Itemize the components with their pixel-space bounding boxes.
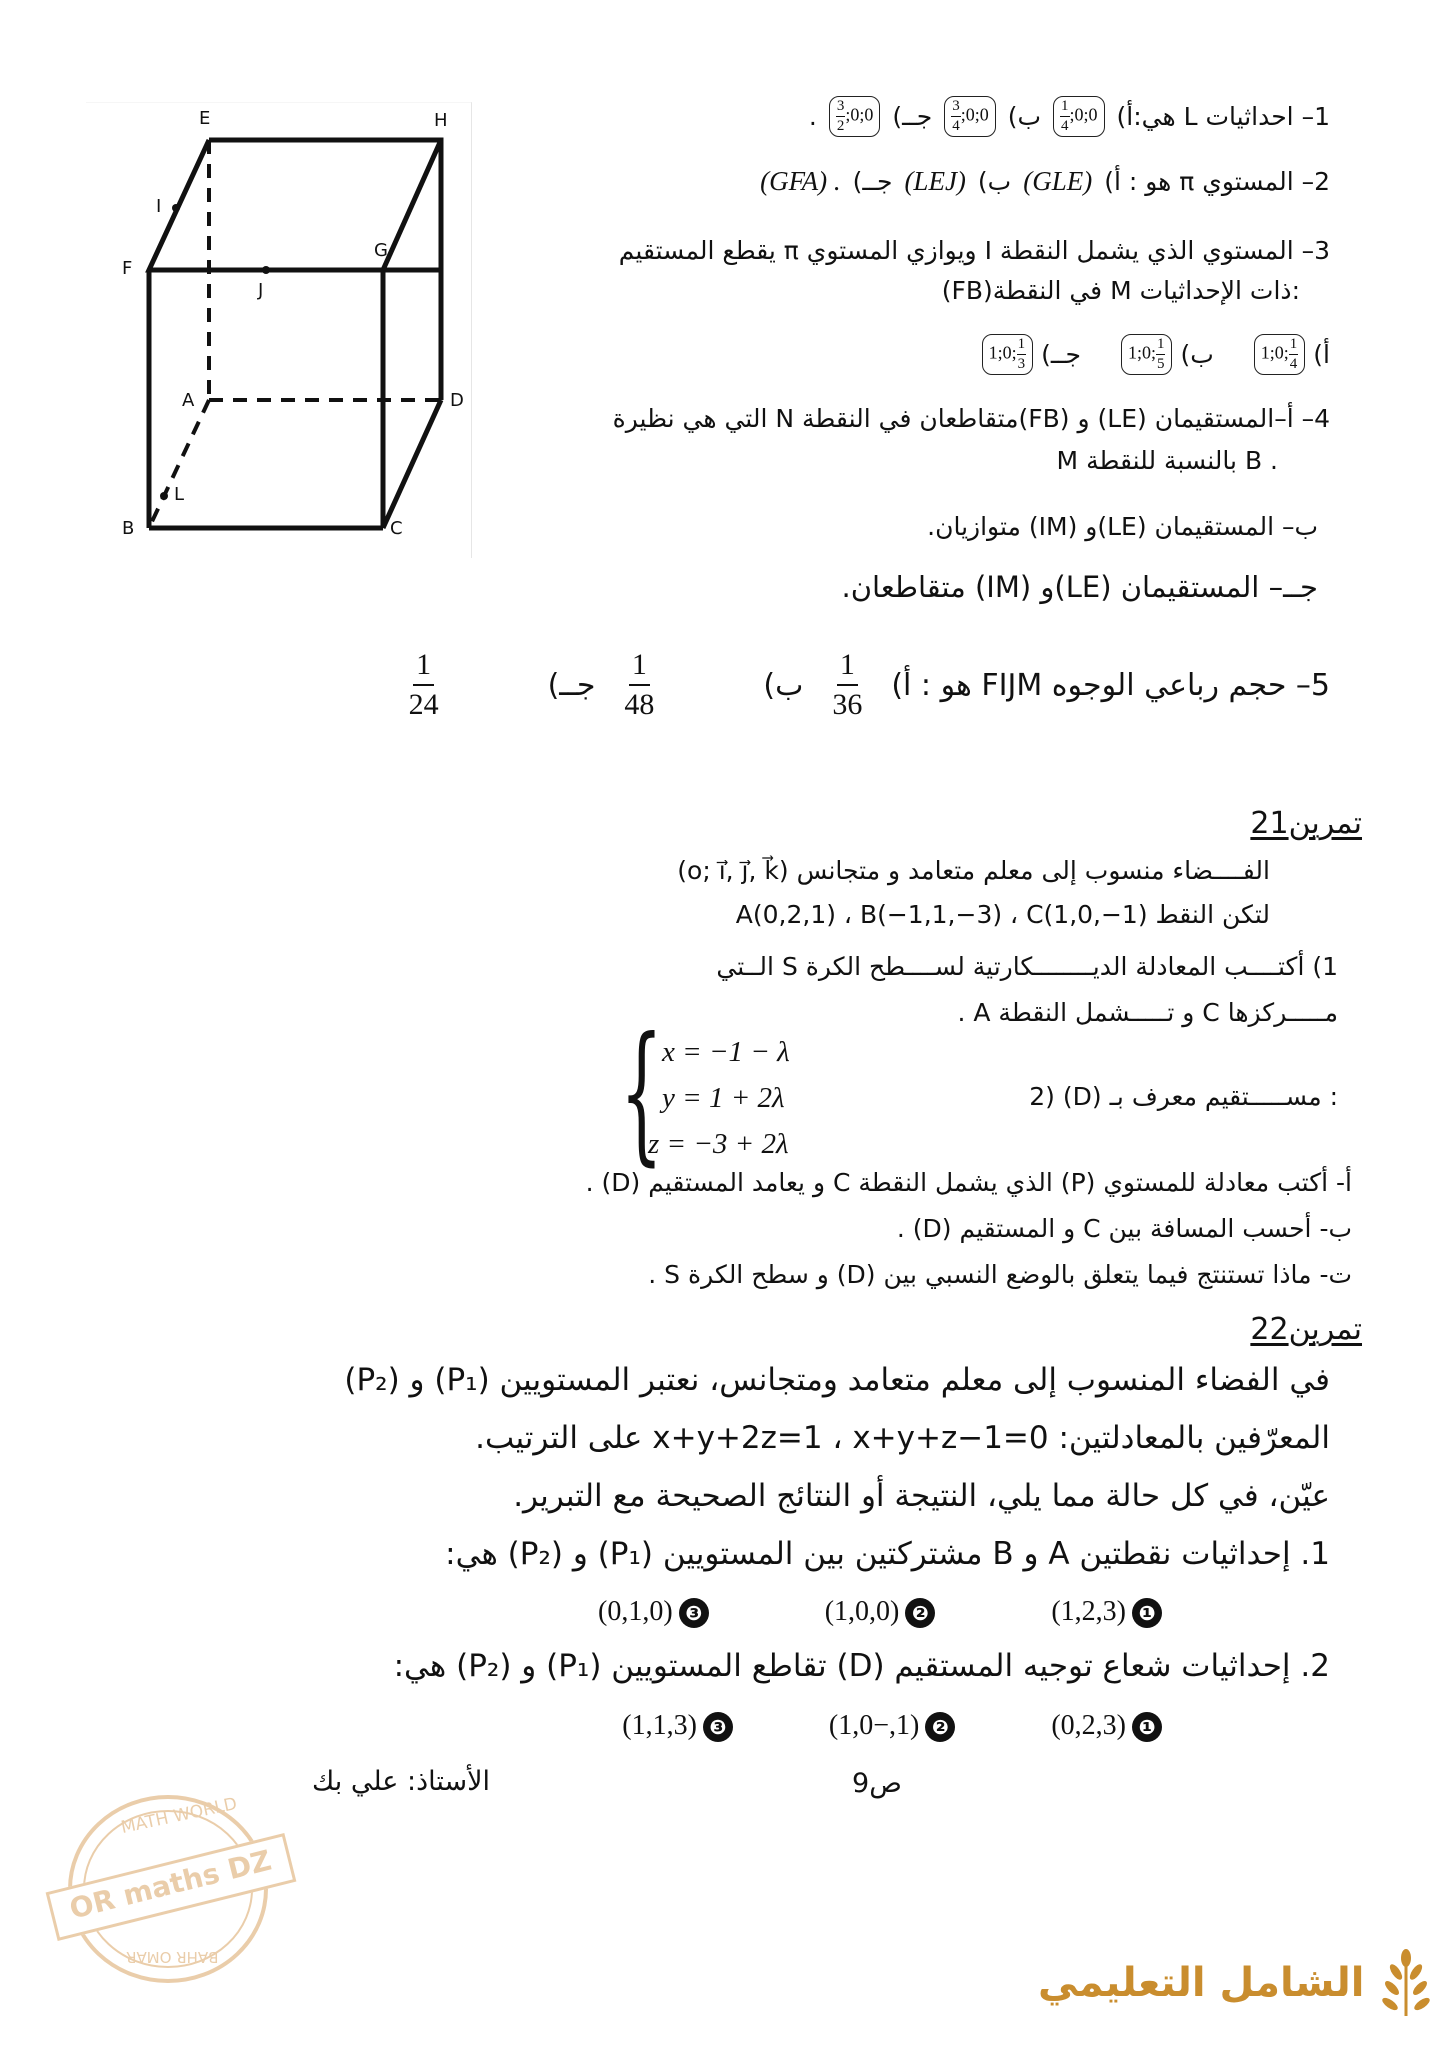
q4-line-1: 4– أ–المستقيمان (LE) و (FB)متقاطعان في النقطة N التي هي نظيرة [612,404,1330,433]
q2-option-c: (GFA) . [760,166,841,196]
q3-label-b: ب) [1180,340,1214,369]
q5-text: 5– حجم رباعي الوجوه FIJM هو : أ) [891,667,1330,703]
ex22-q2-option-2: ❷(1,−1,0) [829,1708,961,1742]
ex22-q2-options [622,1708,1168,1742]
q3-label-c: جــ) [1041,340,1081,369]
ex21-eq-2: y = 1 + 2λ [662,1082,785,1114]
ex22-title: تمرين22 [1250,1312,1362,1347]
q2-label-b: ب) [977,167,1012,196]
ex22-q2-option-3: ❸(1,1,3) [622,1708,739,1742]
q4-option-b: ب– المستقيمان (LE)و (IM) متوازيان. [927,512,1318,541]
q4-option-c: جــ– المستقيمان (LE)و (IM) متقاطعان. [841,570,1318,604]
ex21-line-3: 1) أكتــــب المعادلة الديــــــــكارتية لســــطح الكرة S الــتي [716,952,1338,981]
stamp-middle-text: OR maths DZ [66,1843,275,1926]
ex21-eq-1: x = −1 − λ [662,1036,790,1068]
brand-logo [1038,1948,1438,2018]
q1-text: 1– احداثيات L هي:أ) [1116,102,1330,131]
vertex-label-a: A [182,390,195,411]
q1-label-b: ب) [1007,102,1042,131]
vertex-label-f: F [122,258,133,279]
q3-options [982,334,1330,375]
ex22-q2-option-1: ❶(0,2,3) [1051,1708,1168,1742]
vertex-label-b: B [122,518,135,539]
q3-option-a: 1;0; $\frac{1}{4}$ [1254,334,1306,375]
ex21-part-a: أ- أكتب معادلة للمستوي (P) الذي يشمل النقطة C و يعامد المستقيم (D) . [585,1168,1352,1197]
page-number: ص9 [852,1768,902,1799]
q5-row [406,650,1330,720]
ex22-q1-option-2: ❷(1,0,0) [825,1594,942,1628]
q5-label-b: ب) [763,667,804,703]
brand-name: الشامل التعليمي [1038,1960,1365,2006]
ex21-system [620,1006,860,1180]
q5-label-c: جــ) [547,667,596,703]
ex22-question-2: 2. إحداثيات شعاع توجيه المستقيم (D) تقاطع المستويين (P₁) و (P₂) هي: [393,1648,1330,1684]
ex21-line-1: الفــــضاء منسوب إلى معلم متعامد و متجانس (o; i⃗, j⃗, k⃗) [677,856,1270,885]
stamp-bottom-text: BAHR OMAR [126,1948,219,1966]
vertex-label-c: C [390,518,403,539]
q1-row: 1– احداثيات L هي:أ) $\frac{1}{4}$ ;0;0 ب) $\frac{3}{4}$ ;0;0 جــ) $\frac{3}{2}$ ;0;0 . [809,96,1330,137]
ex21-brace: { [620,1006,663,1180]
vertex-label-e: E [199,108,211,129]
ex21-title: تمرين21 [1250,806,1362,841]
q3-option-b: 1;0; $\frac{1}{5}$ [1121,334,1173,375]
ex21-line-2: لتكن النقط A(0,2,1) ، B(−1,1,−3) ، C(1,0,−1) [735,900,1270,929]
q2-label-c: جــ) [852,167,893,196]
teacher-name: الأستاذ: علي بك [312,1766,491,1797]
ex22-question-1: 1. إحداثيات نقطتين A و B مشتركتين بين المستويين (P₁) و (P₂) هي: [445,1536,1330,1572]
q3-label-a: أ) [1313,340,1330,369]
q2-text: 2– المستوي π هو : أ) [1104,167,1330,196]
q3-line-1: 3– المستوي الذي يشمل النقطة I ويوازي المستوي π يقطع المستقيم [618,236,1330,265]
vertex-label-g: G [374,240,388,261]
ex22-q1-option-1: ❶(1,2,3) [1051,1594,1168,1628]
q2-row [760,166,1330,197]
stamp-watermark [48,1784,288,1994]
cube-diagram [86,102,472,558]
q1-option-a: $\frac{1}{4}$ ;0;0 [1053,96,1105,137]
vertex-label-l: L [174,484,185,505]
ex21-part-b: ب- أحسب المسافة بين C و المستقيم (D) . [896,1214,1352,1243]
q1-option-c: $\frac{3}{2}$ ;0;0 [829,96,881,137]
q5-option-b: $\frac{1}{48}$ [624,648,655,721]
ex22-line-3: عيّن، في كل حالة مما يلي، النتيجة أو النتائج الصحيحة مع التبرير. [513,1478,1330,1514]
vertex-label-j: J [258,280,264,301]
vertex-label-i: I [156,196,162,217]
q4-line-2: M بالنسبة للنقطة B . [1056,446,1278,475]
ex22-line-1: في الفضاء المنسوب إلى معلم متعامد ومتجانس، نعتبر المستويين (P₁) و (P₂) [344,1362,1330,1398]
ex22-q1-options [598,1594,1168,1628]
ex22-line-2: المعرّفين بالمعادلتين: x+y+2z=1 ، x+y+z−1=0 على الترتيب. [475,1420,1330,1456]
q1-label-c: جــ) [892,102,933,131]
q3-line-2: (FB)في النقطة M ذات الإحداثيات: [941,276,1300,305]
q5-option-a: $\frac{1}{36}$ [832,648,863,721]
q2-option-a: (GLE) [1023,166,1093,196]
q5-option-c: $\frac{1}{24}$ [408,648,439,721]
ex21-part-c: ت- ماذا تستنتج فيما يتعلق بالوضع النسبي بين (D) و سطح الكرة S . [648,1260,1352,1289]
vertex-label-d: D [450,390,464,411]
q3-option-c: 1;0; $\frac{1}{3}$ [982,334,1034,375]
wheat-icon [1374,1948,1438,2018]
ex21-line-5: 2) (D) مســـــتقيم معرف بـ : [1029,1082,1338,1111]
vertex-label-h: H [434,110,448,131]
q1-option-b: $\frac{3}{4}$ ;0;0 [944,96,996,137]
ex21-line-4: مـــــركزها C و تـــــشمل النقطة A . [957,998,1338,1027]
ex22-q1-option-3: ❸(0,1,0) [598,1594,715,1628]
q2-option-b: (LEJ) [904,166,966,196]
stamp-top-text: MATH WORLD [119,1793,239,1839]
ex21-eq-3: z = −3 + 2λ [648,1128,789,1160]
cube-figure [86,102,472,558]
